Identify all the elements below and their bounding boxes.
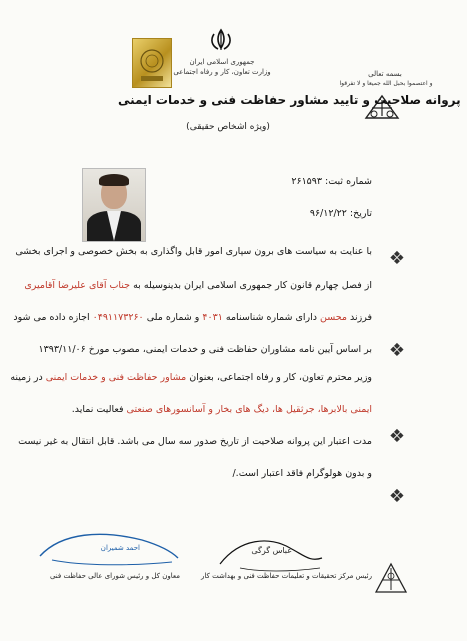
body-line-6 — [72, 404, 372, 415]
activity-text: فعالیت نماید. — [71, 404, 124, 415]
republic-label: جمهوری اسلامی ایران — [189, 58, 255, 66]
body-line-3 — [13, 312, 372, 323]
body-line-2-text: از فصل چهارم قانون کار جمهوری اسلامی ایران بدینوسیله به — [133, 280, 372, 291]
child-of-label: فرزند — [349, 312, 372, 323]
certificate-title: پروانه صلاحیت و تایید مشاور حفاظت فنی و خدمات ایمنی — [118, 93, 461, 107]
minister-text: وزیر محترم تعاون، کار و رفاه اجتماعی، بعنوان — [189, 372, 372, 383]
right-caption: و اعتصموا بحبل الله جمیعا و لا تفرقوا — [339, 80, 433, 87]
national-label: و شماره ملی — [146, 312, 200, 323]
issue-date: تاریخ: ۹۶/۱۲/۲۲ — [309, 208, 372, 219]
hologram-seal — [132, 38, 172, 88]
body-line-4: بر اساس آیین نامه مشاوران حفاظت فنی و خدمات ایمنی، مصوب مورخ ۱۳۹۳/۱۱/۰۶ — [38, 344, 372, 355]
national-id: ۰۴۹۱۱۷۳۲۶۰ — [92, 312, 144, 323]
permission-label: اجازه داده می شود — [13, 312, 90, 323]
holder-photo — [82, 168, 146, 242]
body-line-8: و بدون هولوگرام فاقد اعتبار است./ — [232, 468, 372, 479]
body-line-5 — [10, 372, 372, 383]
iran-emblem-icon — [208, 28, 234, 52]
consultant-title: مشاور حفاظت فنی و خدمات ایمنی — [45, 372, 187, 383]
ministry-label: وزارت تعاون، کار و رفاه اجتماعی — [173, 68, 271, 76]
father-name: محسن — [320, 312, 347, 323]
arabesque-ornament-icon: ❖ — [388, 426, 406, 447]
scope-text: ایمنی بالابرها، جرثقیل ها، دیگ های بخار و آسانسورهای صنعتی — [126, 404, 372, 415]
arabesque-ornament-icon: ❖ — [388, 340, 406, 361]
registration-number: شماره ثبت: ۲۶۱۵۹۳ — [291, 176, 372, 187]
right-signer-title: رئیس مرکز تحقیقات و تعلیمات حفاظت فنی و بهداشت کار — [201, 572, 372, 580]
body-line-7: مدت اعتبار این پروانه صلاحیت از تاریخ صدور سه سال می باشد. قابل انتقال به غیر نیست — [18, 436, 372, 447]
association-logo — [372, 558, 410, 598]
field-label: در زمینه — [10, 372, 43, 383]
arabesque-ornament-icon: ❖ — [388, 486, 406, 507]
left-signer-title: معاون کل و رئیس شورای عالی حفاظت فنی — [49, 572, 180, 580]
body-line-2 — [24, 280, 372, 291]
id-label: دارای شماره شناسنامه — [225, 312, 317, 323]
arabesque-ornament-icon: ❖ — [388, 248, 406, 269]
left-signer-name: احمد شمیران — [100, 544, 140, 552]
certificate-subtitle: (ویژه اشخاص حقیقی) — [186, 122, 270, 132]
holder-name: جناب آقای علیرضا آقامیری — [24, 280, 131, 291]
right-signer-name: عباس گرگی — [251, 546, 292, 555]
id-number: ۴۰۳۱ — [202, 312, 223, 323]
body-line-1: با عنایت به سیاست های برون سپاری امور قابل واگذاری به بخش خصوصی و اجرای بخشی — [15, 246, 372, 257]
bismillah-label: بسمه تعالی — [368, 70, 402, 78]
